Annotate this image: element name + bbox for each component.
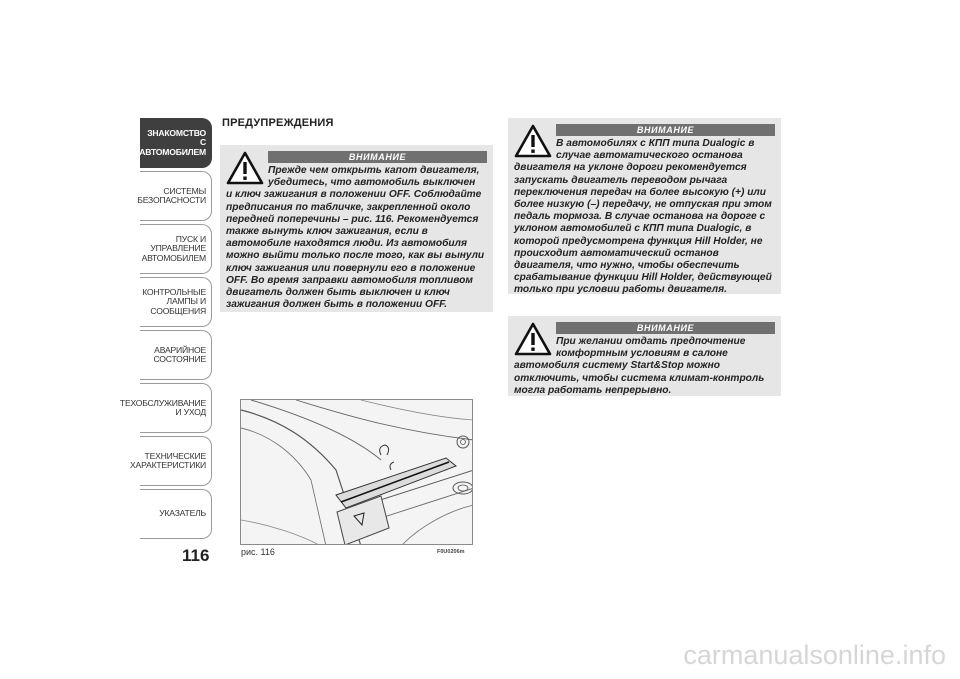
tab-safety[interactable] [137,171,212,221]
tab-warning-lights[interactable] [140,277,212,327]
warning-box-hood [220,145,493,312]
warning-text [514,138,775,297]
warning-lead: При желании отдать предпочтение комфортным условиям в салоне [556,336,746,360]
warning-header: ВНИМАНИЕ [556,124,775,136]
page-number: 116 [182,546,210,565]
section-title: ПРЕДУПРЕЖДЕНИЯ [222,117,334,129]
tab-label: СИСТЕМЫ БЕЗОПАСНОСТИ [137,185,206,205]
warning-text [226,165,487,311]
warning-box-start-stop [508,316,781,396]
warning-text [514,336,775,397]
tab-intro[interactable] [140,118,212,168]
warning-lead: В автомобилях с КПП типа Dualogic в случае автоматического останова [556,138,755,162]
tab-starting-driving[interactable] [140,224,212,274]
tab-label: ЗНАКОМСТВО С АВТОМОБИЛЕМ [139,127,207,157]
tab-label: ПУСК И УПРАВЛЕНИЕ АВТОМОБИЛЕМ [141,233,206,263]
warning-header: ВНИМАНИЕ [556,322,775,334]
tab-maintenance[interactable] [119,383,212,433]
warning-body: автомобиля систему Start&Stop можно отключить, чтобы система климат-контроль могла работать непрерывно. [514,360,765,396]
tab-label: АВАРИЙНОЕ СОСТОЯНИЕ [153,344,206,364]
warning-body: двигателя на уклоне дороги рекомендуется запускать двигатель переводом рычага переключения передач на более высокую (+) или более низкую (–) передачу, не отпуская при этом педаль тормоза. В случае останова на дороге с уклоном автомобилей с КПП типа Dualogic, в которой предусмотрена функция Hill Holder, не происходит автоматический останов двигателя, что нужно, чтобы обеспечить срабатывание функции Hill Holder, действующей только при условии работы двигателя. [514,162,772,296]
engine-bay-illustration [241,400,473,545]
tab-index[interactable] [140,489,212,539]
tab-emergency[interactable] [140,330,212,380]
warning-triangle-icon [514,124,552,158]
warning-header: ВНИМАНИЕ [268,151,487,163]
warning-body: и ключ зажигания в положении OFF. Соблюдайте предписания по табличке, закрепленной около передней поперечины – рис. 116. Рекомендуется также вынуть ключ зажигания, если в автомобиле находятся люди. Из автомобиля можно выйти только после того, как вы вынули ключ зажигания или повернули его в положение OFF. Во время заправки автомобиля топливом двигатель должен быть выключен и ключ зажигания должен быть в положении OFF. [226,189,485,311]
tab-label: ТЕХНИЧЕСКИЕ ХАРАКТЕРИСТИКИ [130,450,206,470]
watermark: carmanualsonline.info [683,640,946,670]
figure-code: F0U0206m [437,549,465,555]
warning-lead: Прежде чем открыть капот двигателя, убедитесь, что автомобиль выключен [268,165,480,189]
warning-triangle-icon [514,322,552,356]
tab-technical-specs[interactable] [130,436,212,486]
tab-label: КОНТРОЛЬНЫЕ ЛАМПЫ И СООБЩЕНИЯ [142,286,206,316]
warning-box-dualogic [508,118,781,294]
warning-triangle-icon [226,151,264,185]
figure-caption: рис. 116 [241,547,275,557]
tab-label: УКАЗАТЕЛЬ [159,508,206,519]
figure-engine-hood-label [240,399,473,545]
tab-label: ТЕХОБСЛУЖИВАНИЕ И УХОД [119,397,206,417]
